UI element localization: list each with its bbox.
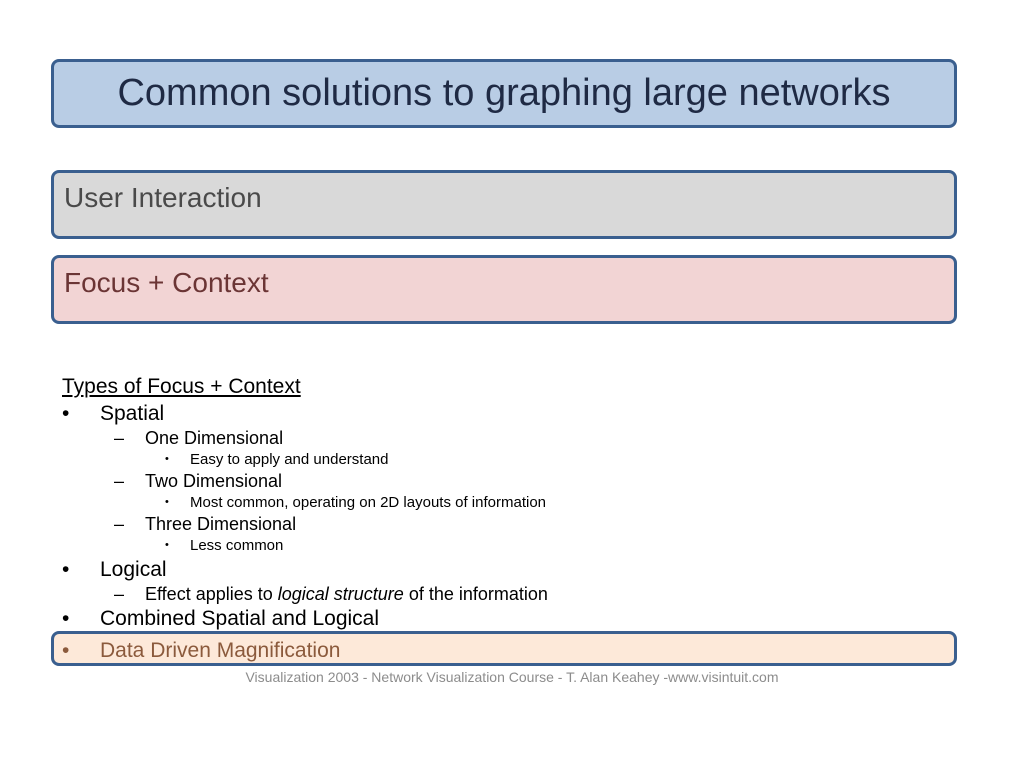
list-item-label: Spatial [100,402,165,425]
bullet-marker: • [165,539,169,551]
list-item-label: Three Dimensional [145,514,297,534]
list-item-spatial [62,400,942,427]
list-item-label: Data Driven Magnification [100,639,341,662]
dash-marker: – [114,471,125,491]
list-item-label: Less common [190,537,284,554]
list-item-logical [62,556,942,583]
list-item-one-dimensional [62,427,942,449]
bullet-marker: • [62,402,70,425]
list-item-label [145,584,548,604]
list-item-one-dim-note [62,449,942,470]
list-item-label: Most common, operating on 2D layouts of information [190,494,547,511]
bullet-marker: • [165,453,169,465]
effect-emphasis: logical structure [277,584,404,604]
outline-list [62,374,942,632]
effect-prefix: Effect applies to [145,584,278,604]
list-item-three-dim-note [62,535,942,556]
slide-footer: Visualization 2003 - Network Visualization Course - T. Alan Keahey -www.visintuit.com [245,669,779,685]
list-item-label: Two Dimensional [145,471,283,491]
bullet-marker: • [62,558,70,581]
effect-suffix: of the information [403,584,548,604]
list-item-data-driven [62,638,340,664]
bullet-marker: • [62,639,70,662]
list-item-label: One Dimensional [145,428,284,448]
dash-marker: – [114,428,125,448]
slide-title: Common solutions to graphing large networks [117,72,891,114]
focus-context-label: Focus + Context [64,267,269,298]
user-interaction-box [51,170,957,239]
highlight-box [51,631,957,666]
list-item-two-dim-note [62,492,942,513]
bullet-marker: • [165,496,169,508]
bullet-marker: • [62,607,70,630]
focus-context-box [51,255,957,324]
user-interaction-label: User Interaction [64,182,262,213]
dash-marker: – [114,584,125,604]
list-item-combined [62,605,942,632]
title-banner [51,59,957,128]
dash-marker: – [114,514,125,534]
list-item-label: Easy to apply and understand [190,451,389,468]
list-item-label: Logical [100,558,167,581]
list-item-logical-effect [62,583,942,605]
list-item-label: Combined Spatial and Logical [100,607,380,630]
outline-heading: Types of Focus + Context [62,375,301,398]
list-item-two-dimensional [62,470,942,492]
list-item-three-dimensional [62,513,942,535]
